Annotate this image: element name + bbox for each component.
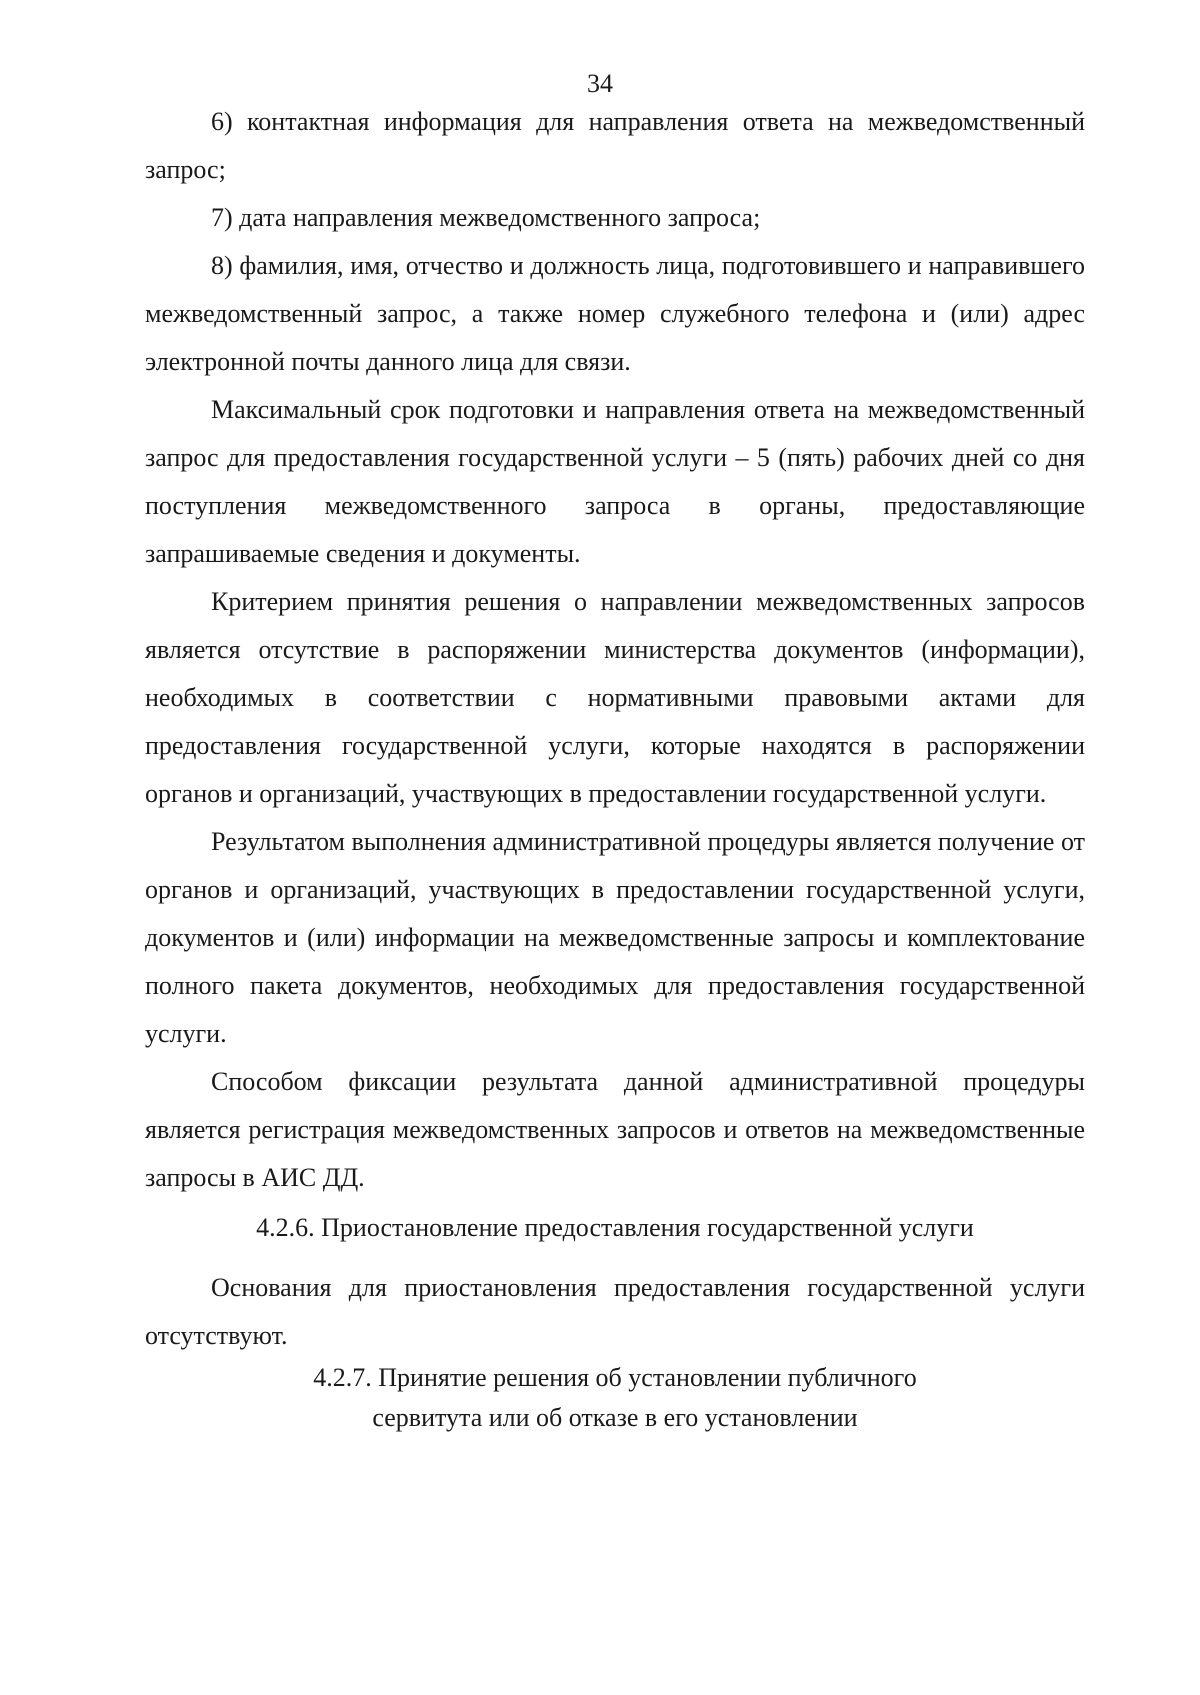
section-heading-4-2-7-line2: сервитута или об отказе в его установлении — [372, 1403, 858, 1432]
paragraph-suspension: Основания для приостановления предоставления государственной услуги отсутствуют. — [145, 1273, 1085, 1350]
paragraph-item-7: 7) дата направления межведомственного запроса; — [211, 203, 761, 232]
paragraph-result: Результатом выполнения административной процедуры является получение от органов и организаций, участвующих в предоставлении государственной услуги, документов и (или) информации на межведомственные запросы и комплектование полного пакета документов, необходимых для предоставления государственной услуги. — [145, 827, 1085, 1048]
paragraph-max-term: Максимальный срок подготовки и направления ответа на межведомственный запрос для предоставления государственной услуги – 5 (пять) рабочих дней со дня поступления межведомственного запроса в органы, предоставляющие запрашиваемые сведения и документы. — [145, 395, 1085, 568]
paragraph-criterion: Критерием принятия решения о направлении межведомственных запросов является отсутствие в распоряжении министерства документов (информации), необходимых в соответствии с нормативными правовыми актами для предоставления государственной услуги, которые находятся в распоряжении органов и организаций, участвующих в предоставлении государственной услуги. — [145, 587, 1085, 808]
section-heading-4-2-7-line1: 4.2.7. Принятие решения об установлении публичного — [313, 1363, 917, 1392]
page-number: 34 — [587, 69, 613, 98]
section-4-2-6-body — [145, 1264, 1085, 1360]
section-heading-4-2-6: 4.2.6. Приостановление предоставления государственной услуги — [256, 1213, 974, 1242]
paragraph-fixation: Способом фиксации результата данной административной процедуры является регистрация межведомственных запросов и ответов на межведомственные запросы в АИС ДД. — [145, 1067, 1085, 1192]
body-text-top — [145, 98, 1085, 1202]
paragraph-item-6: 6) контактная информация для направления ответа на межведомственный запрос; — [145, 107, 1085, 184]
paragraph-item-8: 8) фамилия, имя, отчество и должность лица, подготовившего и направившего межведомственный запрос, а также номер служебного телефона и (или) адрес электронной почты данного лица для связи. — [145, 251, 1085, 376]
section-heading-4-2-7 — [145, 1358, 1085, 1438]
